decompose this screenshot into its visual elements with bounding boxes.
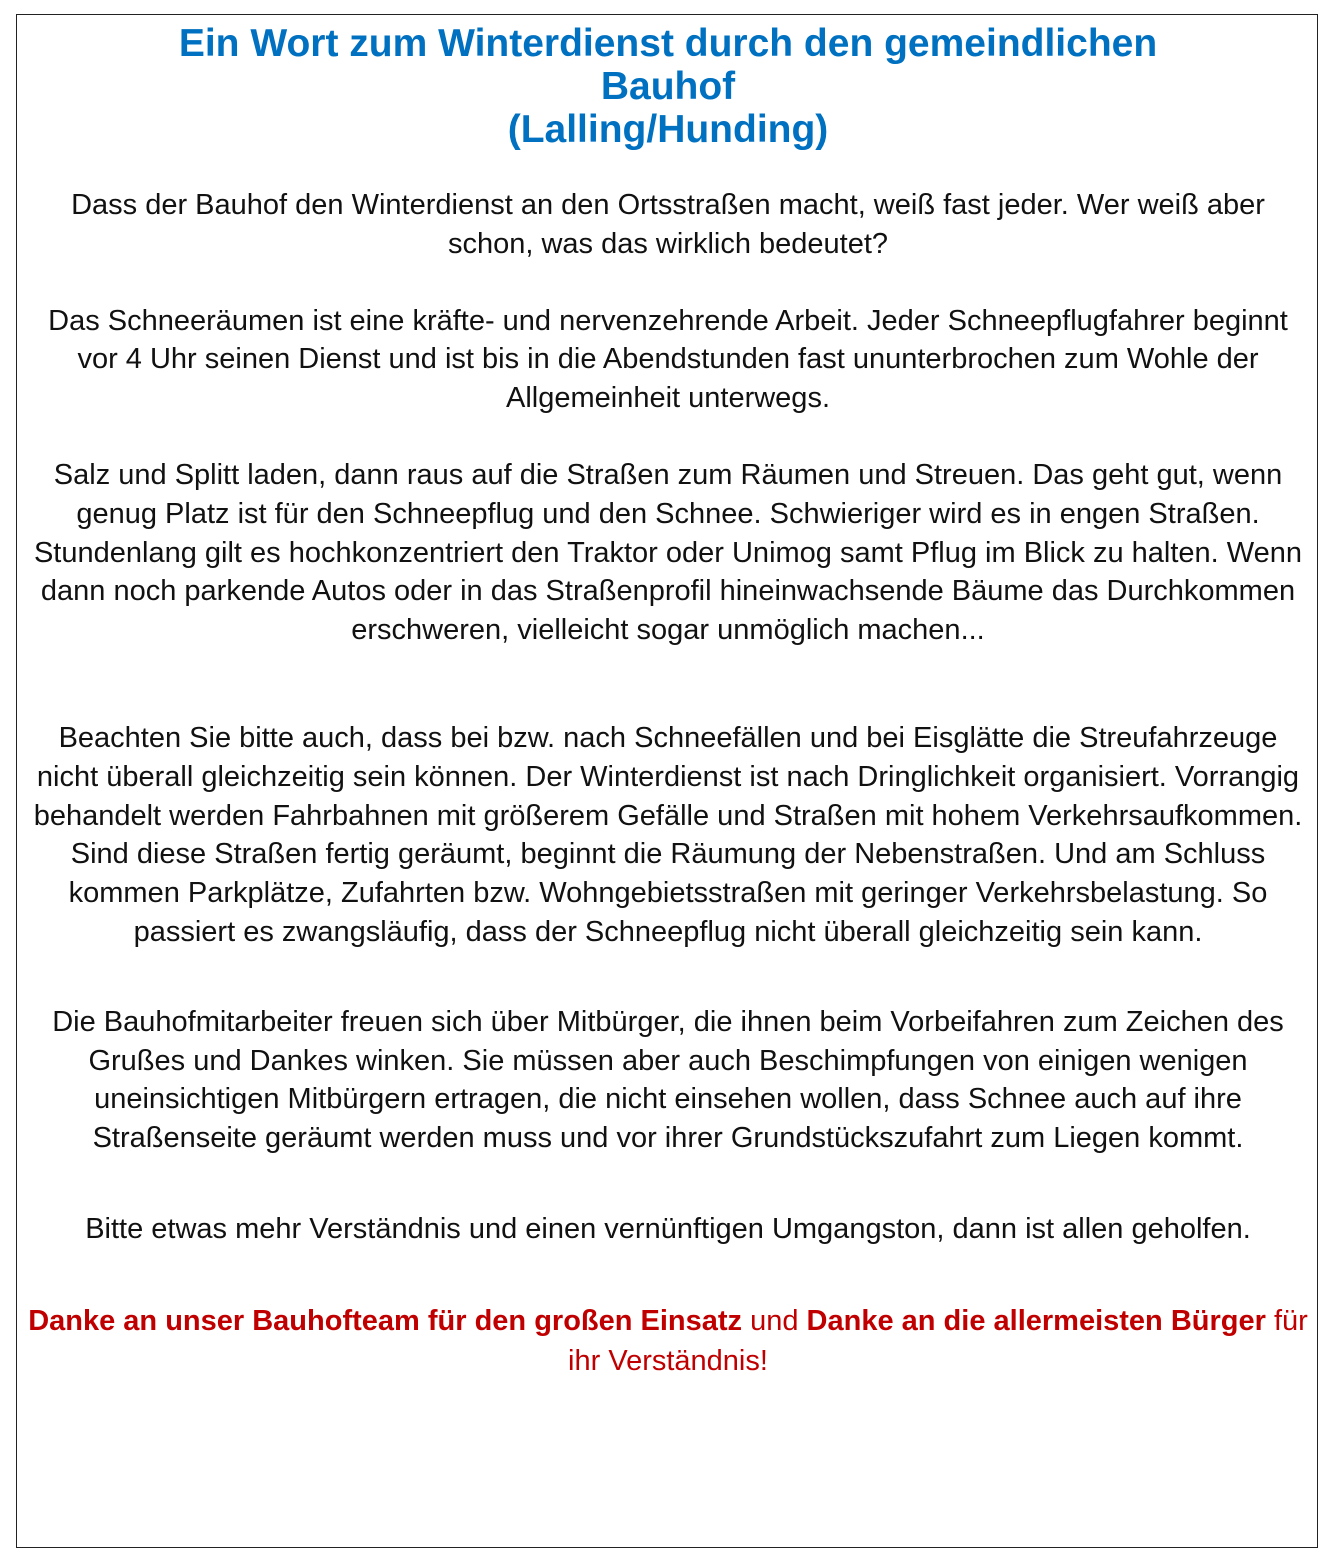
title-line-3: (Lalling/Hunding): [507, 108, 829, 151]
paragraph-citizens: Die Bauhofmitarbeiter freuen sich über Mitbürger, die ihnen beim Vorbeifahren zum Zeichen des Grußes und Dankes winken. Sie müssen aber auch Beschimpfungen von einigen wenigen uneinsichtigen Mitbürgern ertragen, die nicht einsehen wollen, dass Schnee auch auf ihre Straßenseite geräumt werden muss und vor ihrer Grundstückszufahrt zum Liegen kommt.: [52, 1005, 1284, 1155]
thanks-connector: und: [742, 1304, 807, 1337]
thanks-citizens: Danke an die allermeisten Bürger: [806, 1304, 1266, 1337]
thanks-ending: für ihr Verständnis!: [568, 1304, 1308, 1377]
paragraph-intro: Dass der Bauhof den Winterdienst an den Ortsstraßen macht, weiß fast jeder. Wer weiß aber schon, was das wirklich bedeutet?: [71, 189, 1265, 260]
title-line-2: Bauhof: [600, 65, 736, 108]
thanks-team: Danke an unser Bauhofteam für den großen Einsatz: [28, 1304, 743, 1337]
paragraph-streets: Salz und Splitt laden, dann raus auf die Straßen zum Räumen und Streuen. Das geht gut, wenn genug Platz ist für den Schneepflug und den Schnee. Schwieriger wird es in engen Straßen. Stundenlang gilt es hochkonzentriert den Traktor oder Unimog samt Pflug im Blick zu halten. Wenn dann noch parkende Autos oder in das Straßenprofil hineinwachsende Bäume das Durchkommen erschweren, vielleicht sogar unmöglich machen...: [33, 458, 1303, 647]
paragraph-priority: Beachten Sie bitte auch, dass bei bzw. nach Schneefällen und bei Eisglätte die Streufahrzeuge nicht überall gleichzeitig sein können. Der Winterdienst ist nach Dringlichkeit organisiert. Vorrangig behandelt werden Fahrbahnen mit größerem Gefälle und Straßen mit hohem Verkehrsaufkommen. Sind diese Straßen fertig geräumt, beginnt die Räumung der Nebenstraßen. Und am Schluss kommen Parkplätze, Zufahrten bzw. Wohngebietsstraßen mit geringer Verkehrsbelastung. So passiert es zwangsläufig, dass der Schneepflug nicht überall gleichzeitig sein kann.: [33, 721, 1303, 948]
paragraph-work: Das Schneeräumen ist eine kräfte- und nervenzehrende Arbeit. Jeder Schneepflugfahrer beginnt vor 4 Uhr seinen Dienst und ist bis in die Abendstunden fast ununterbrochen zum Wohle der Allgemeinheit unterwegs.: [48, 304, 1288, 415]
paragraph-appeal: Bitte etwas mehr Verständnis und einen vernünftigen Umgangston, dann ist allen geholfen.: [85, 1212, 1251, 1245]
document-body: [26, 22, 1310, 1410]
closing-thanks: [26, 1301, 1310, 1381]
page-title: [26, 22, 1310, 151]
title-line-1: Ein Wort zum Winterdienst durch den gemeindlichen: [178, 22, 1158, 65]
